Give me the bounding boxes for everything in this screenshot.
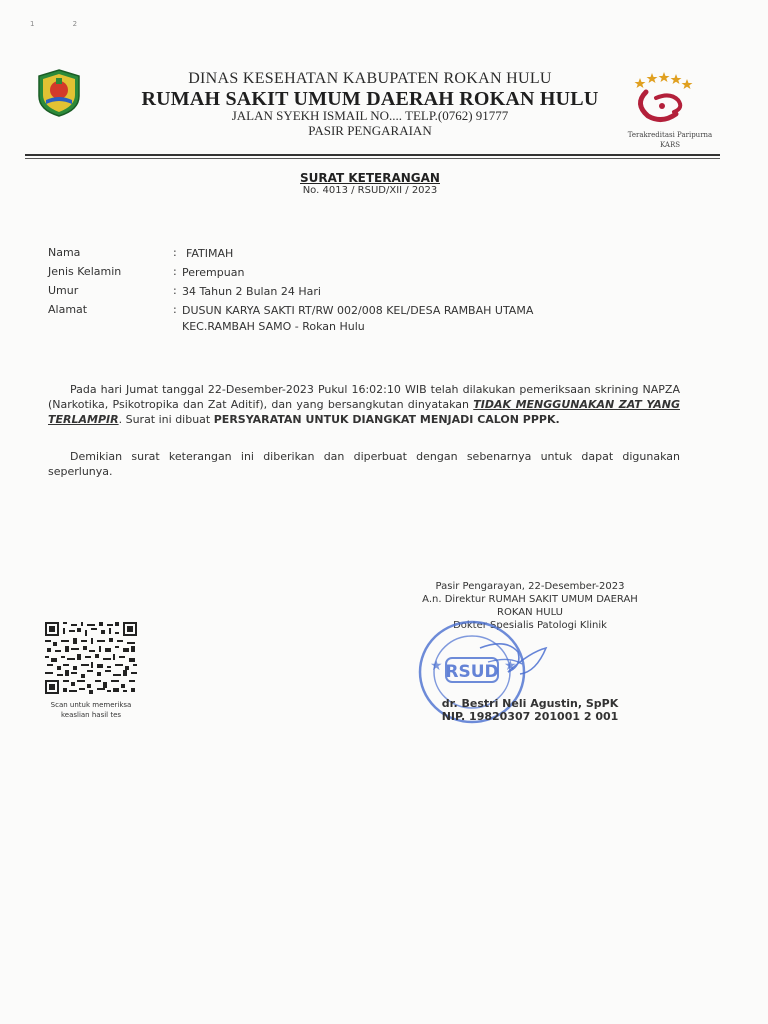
field-label-nama: Nama (48, 246, 81, 259)
body-paragraph-1 (48, 382, 680, 427)
field-label-alamat: Alamat (48, 303, 88, 316)
body-p1-result: TIDAK MENGGUNAKAN ZAT YANG TERLAMPIR (48, 398, 680, 426)
letterhead-city: PASIR PENGARAIAN (308, 123, 432, 138)
signature-role-2: ROKAN HULU (497, 607, 563, 618)
field-value-alamat (182, 303, 652, 335)
accreditation-logo-icon (626, 70, 696, 128)
field-colon: : (173, 303, 177, 316)
qr-caption (30, 700, 152, 720)
letter-title: SURAT KETERANGAN (300, 171, 440, 185)
letterhead-agency: DINAS KESEHATAN KABUPATEN ROKAN HULU (188, 70, 552, 87)
field-label-jenis-kelamin: Jenis Kelamin (48, 265, 122, 278)
svg-text:★: ★ (504, 658, 517, 674)
field-value-umur: 34 Tahun 2 Bulan 24 Hari (182, 285, 321, 298)
svg-text:★: ★ (430, 658, 443, 674)
letter-number: No. 4013 / RSUD/XII / 2023 (302, 185, 438, 196)
letterhead-address: JALAN SYEKH ISMAIL NO.... TELP.(0762) 91777 (231, 108, 509, 123)
regency-logo-icon (34, 68, 84, 118)
field-value-alamat-line1: DUSUN KARYA SAKTI RT/RW 002/008 KEL/DESA RAMBAH UTAMA (182, 304, 534, 317)
field-value-jenis-kelamin: Perempuan (182, 266, 245, 279)
qr-caption-line2: keaslian hasil tes (60, 711, 122, 719)
field-label-umur: Umur (48, 284, 79, 297)
accreditation-line1: Terakreditasi Paripurna (627, 131, 713, 139)
accreditation-line2: KARS (659, 141, 681, 149)
body-p2-text: Demikian surat keterangan ini diberikan dan diperbuat dengan sebenarnya untuk dapat digunakan seperlunya. (48, 450, 680, 478)
signature-role-1: A.n. Direktur RUMAH SAKIT UMUM DAERAH (422, 594, 638, 605)
qr-code-icon (45, 622, 137, 694)
field-colon: : (173, 284, 177, 297)
letterhead-rule-thick (25, 154, 720, 156)
signature-place-date: Pasir Pengarayan, 22-Desember-2023 (435, 581, 625, 592)
body-p1-text2: . Surat ini dibuat (118, 413, 214, 426)
signatory (400, 697, 660, 723)
scan-marks: 1 2 (30, 20, 96, 28)
accreditation-text (608, 130, 732, 150)
field-colon: : (173, 246, 177, 259)
signatory-nip: NIP. 19820307 201001 2 001 (441, 710, 619, 723)
signatory-name: dr. Bestri Neli Agustin, SpPK (441, 697, 619, 710)
qr-caption-line1: Scan untuk memeriksa (50, 701, 132, 709)
field-value-alamat-line2: KEC.RAMBAH SAMO - Rokan Hulu (182, 320, 365, 333)
stamp-center-text: RSUD (445, 662, 499, 682)
body-p1-purpose: PERSYARATAN UNTUK DIANGKAT MENJADI CALON PPPK. (213, 413, 560, 426)
letterhead-rule-thin (25, 158, 720, 159)
field-colon: : (173, 265, 177, 278)
signature-role-3: Dokter Spesialis Patologi Klinik (453, 620, 607, 631)
body-p1-text: Pada hari Jumat tanggal 22-Desember-2023 Pukul 16:02:10 WIB telah dilakukan pemeriksaan skrining NAPZA (Narkotika, Psikotropika dan Zat Aditif), dan yang bersangkutan dinyatakan (48, 383, 680, 411)
body-paragraph-2 (48, 449, 680, 479)
letterhead-hospital: RUMAH SAKIT UMUM DAERAH ROKAN HULU (141, 88, 599, 110)
field-value-nama: FATIMAH (186, 247, 234, 260)
